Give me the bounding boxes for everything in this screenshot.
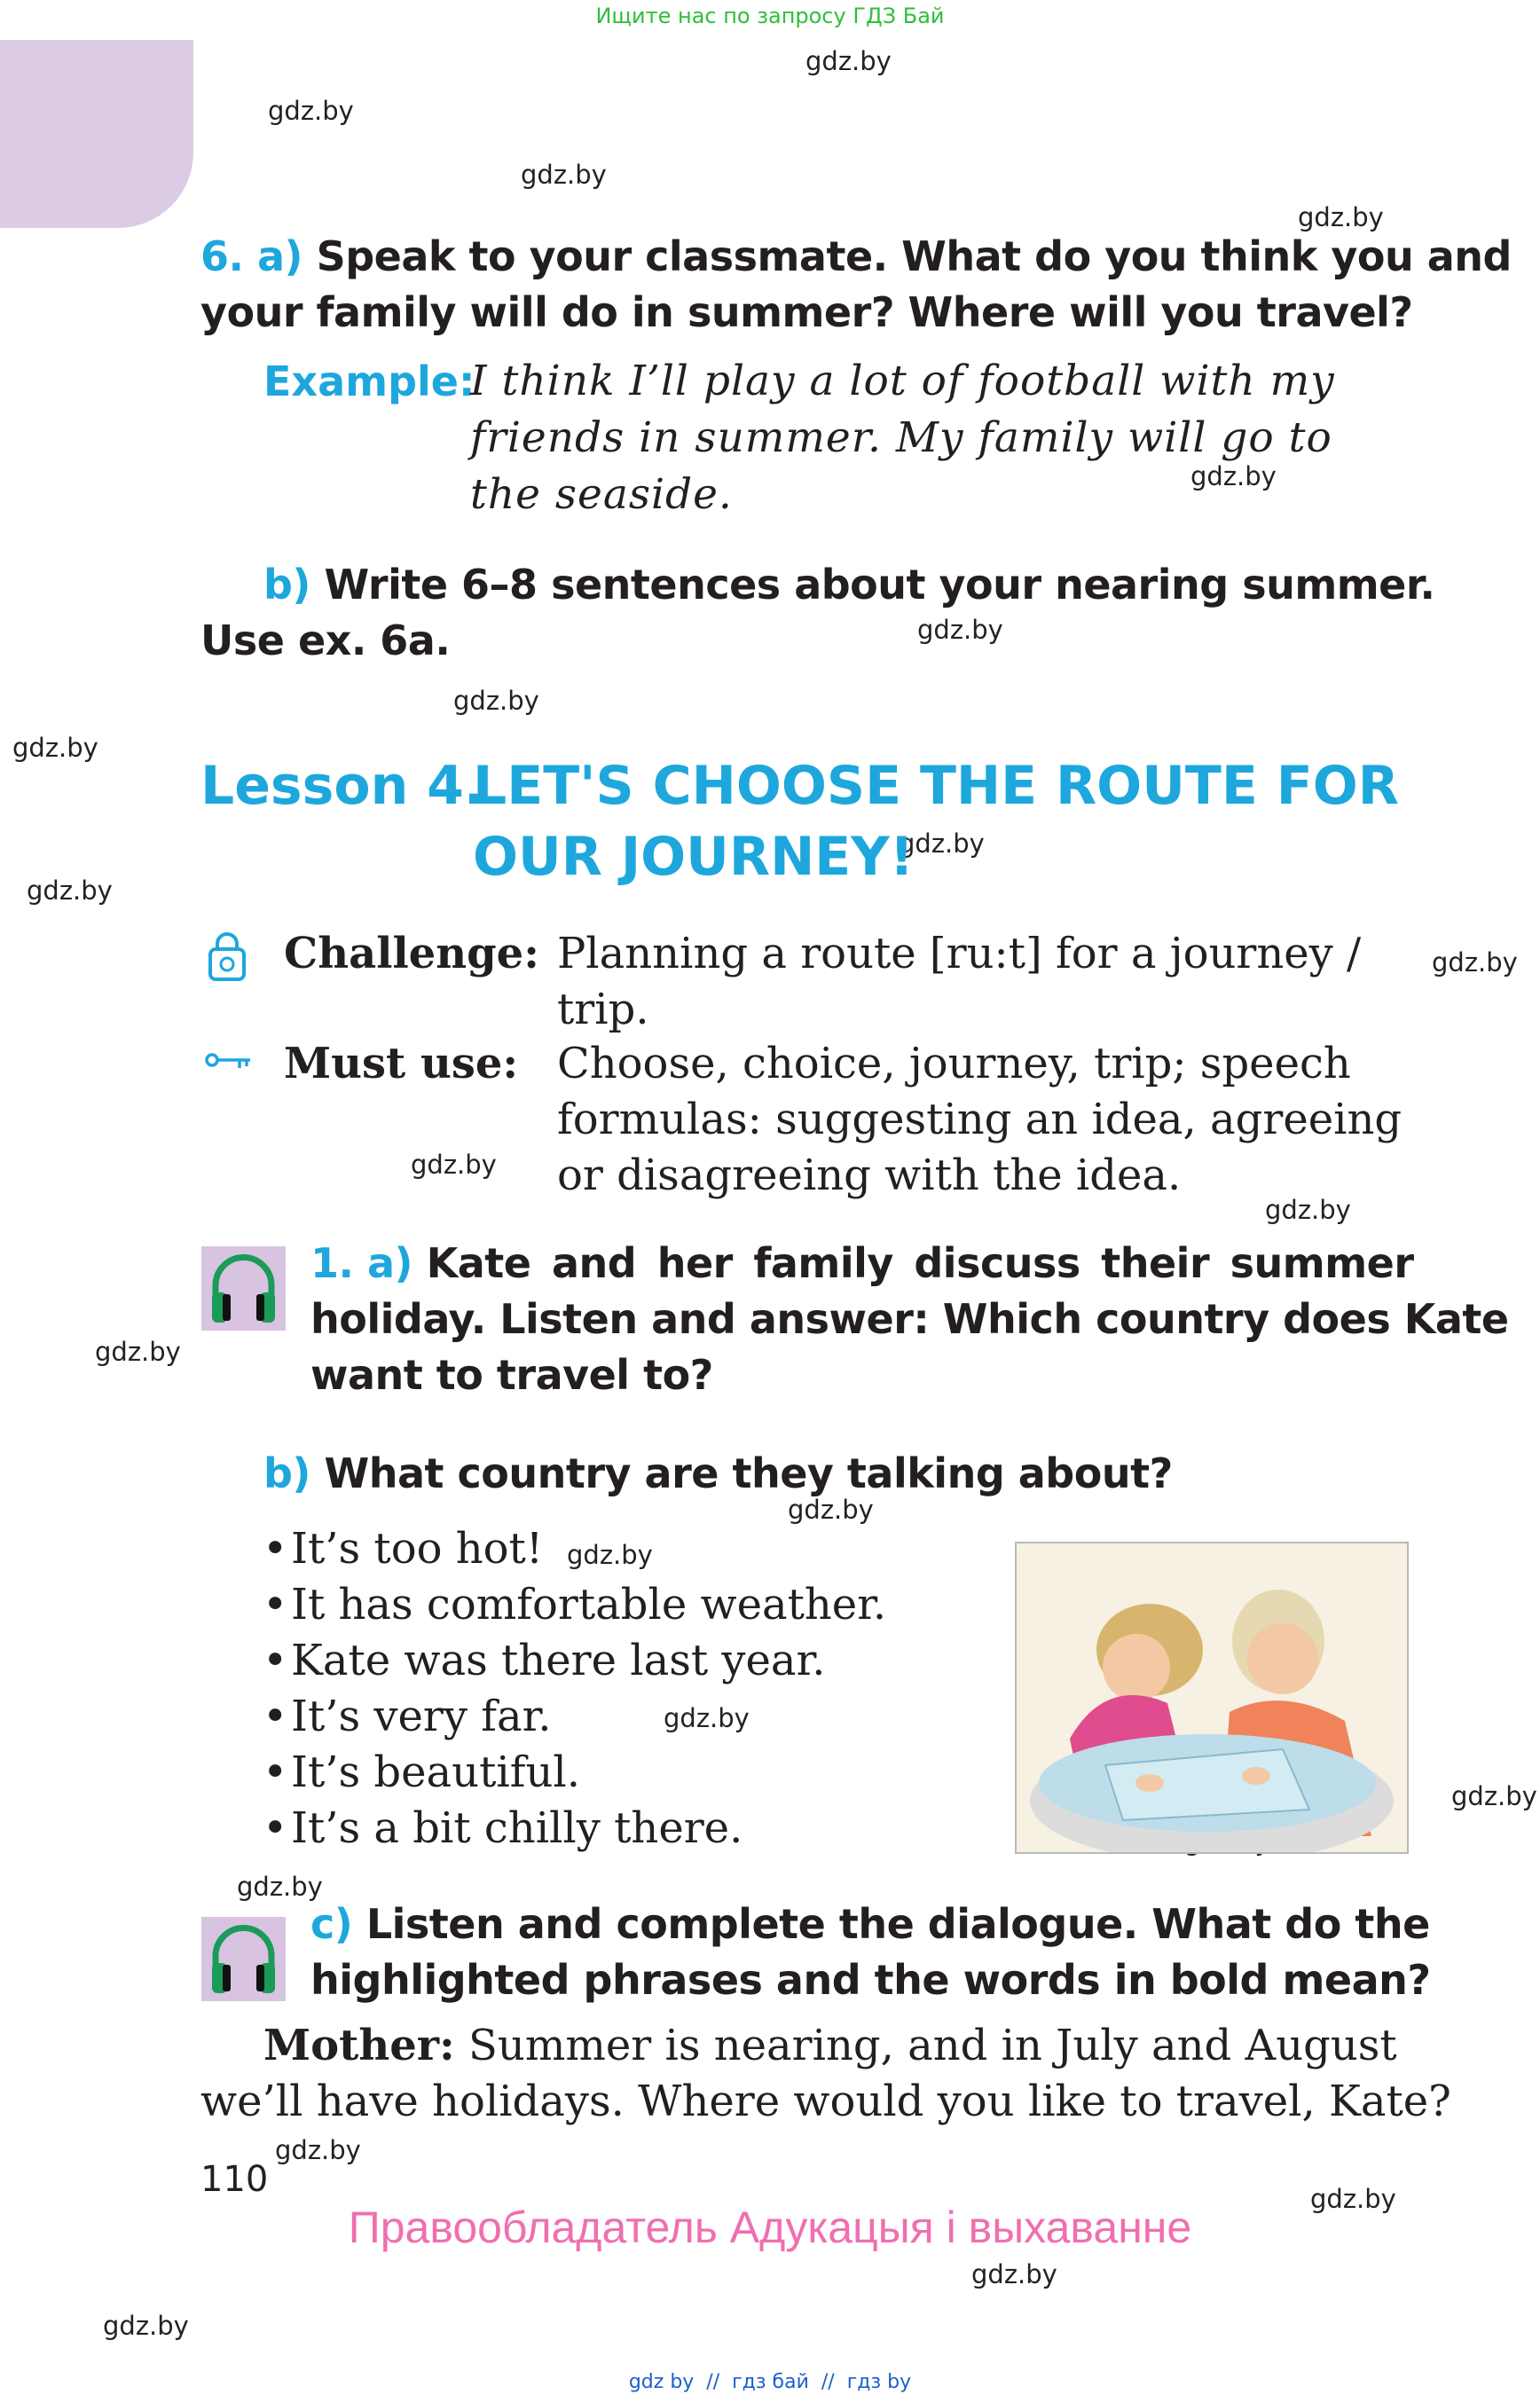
challenge-line: trip. bbox=[557, 985, 649, 1034]
dialogue bbox=[200, 2018, 1451, 2130]
exercise-number: 1. bbox=[310, 1239, 354, 1287]
list-item: • It has comfortable weather. bbox=[263, 1577, 886, 1633]
list-item: • It’s a bit chilly there. bbox=[263, 1801, 886, 1857]
watermark: gdz.by bbox=[805, 46, 892, 76]
exercise-part-label: a) bbox=[257, 232, 303, 280]
exercise-part-label: b) bbox=[263, 561, 310, 609]
watermark: gdz.by bbox=[1432, 947, 1518, 978]
exercise-text: Speak to your classmate. What do you think you and bbox=[316, 232, 1512, 280]
exercise-text: Write 6–8 sentences about your nearing summer. bbox=[324, 561, 1435, 609]
challenge-line: Planning a route [ru:t] for a journey / bbox=[557, 929, 1362, 978]
list-item: • It’s very far. bbox=[263, 1689, 886, 1745]
must-use-text bbox=[557, 1036, 1402, 1204]
watermark: gdz.by bbox=[1310, 2184, 1396, 2214]
lock-icon bbox=[206, 930, 248, 981]
exercise-part-label: c) bbox=[310, 1900, 353, 1948]
list-item: • Kate was there last year. bbox=[263, 1633, 886, 1689]
exercise-1a bbox=[310, 1236, 1509, 1403]
dialogue-speaker: Mother: bbox=[263, 2021, 455, 2070]
exercise-number: 6. bbox=[200, 232, 244, 280]
lesson-title-line: LET'S CHOOSE THE ROUTE FOR bbox=[473, 755, 1399, 817]
corner-decoration bbox=[0, 40, 193, 228]
exercise-text: Kate and her family discuss their summer bbox=[426, 1239, 1414, 1287]
lesson-label: Lesson 4. bbox=[200, 755, 484, 817]
watermark: gdz.by bbox=[103, 2311, 189, 2341]
watermark: gdz.by bbox=[453, 686, 539, 716]
list-item: • It’s beautiful. bbox=[263, 1745, 886, 1801]
watermark: gdz.by bbox=[1190, 461, 1277, 491]
watermark: gdz.by bbox=[899, 828, 985, 859]
exercise-part-label: b) bbox=[263, 1449, 310, 1497]
watermark: gdz.by bbox=[411, 1150, 497, 1180]
watermark: gdz.by bbox=[237, 1872, 323, 1902]
must-use-line: or disagreeing with the idea. bbox=[557, 1150, 1182, 1200]
example-label: Example: bbox=[263, 357, 475, 405]
exercise-1c bbox=[310, 1896, 1431, 2008]
exercise-text: Use ex. 6a. bbox=[200, 616, 451, 664]
must-use-line: Choose, choice, journey, trip; speech bbox=[557, 1039, 1351, 1088]
watermark: gdz.by bbox=[788, 1495, 874, 1525]
challenge-label: Challenge: bbox=[284, 929, 539, 978]
exercise-text: Listen and complete the dialogue. What do the bbox=[365, 1900, 1430, 1948]
watermark: gdz.by bbox=[521, 160, 607, 190]
key-icon bbox=[204, 1048, 254, 1073]
exercise-text: holiday. Listen and answer: Which country does Kate bbox=[310, 1295, 1509, 1343]
exercise-text: What country are they talking about? bbox=[324, 1449, 1173, 1497]
top-banner[interactable]: Ищите нас по запросу ГДЗ Бай bbox=[595, 4, 945, 28]
watermark: gdz.by bbox=[275, 2135, 361, 2165]
watermark: gdz.by bbox=[95, 1337, 181, 1367]
watermark: gdz.by bbox=[664, 1703, 750, 1733]
watermark: gdz.by bbox=[917, 615, 1003, 645]
must-use-label: Must use: bbox=[284, 1039, 519, 1088]
watermark: gdz.by bbox=[27, 876, 113, 906]
exercise-text: want to travel to? bbox=[310, 1351, 713, 1399]
exercise-text: highlighted phrases and the words in bold mean? bbox=[310, 1956, 1431, 2004]
watermark: gdz.by bbox=[1451, 1781, 1537, 1811]
lesson-title-line: OUR JOURNEY! bbox=[473, 826, 915, 888]
exercise-part-label: a) bbox=[367, 1239, 413, 1287]
watermark: gdz.by bbox=[268, 96, 354, 126]
watermark: gdz.by bbox=[1265, 1195, 1351, 1225]
example-line: the seaside. bbox=[470, 470, 733, 519]
exercise-1b bbox=[263, 1446, 1173, 1502]
headphones-icon bbox=[201, 1246, 286, 1331]
example-text bbox=[470, 353, 1335, 523]
copyright-notice: Правообладатель Адукацыя і выхаванне bbox=[348, 2203, 1192, 2252]
example-line: friends in summer. My family will go to bbox=[470, 413, 1332, 462]
lesson-title bbox=[473, 750, 1399, 892]
dialogue-line: Summer is nearing, and in July and August bbox=[468, 2021, 1397, 2070]
watermark: gdz.by bbox=[1298, 202, 1384, 232]
dialogue-line: we’ll have holidays. Where would you like to travel, Kate? bbox=[200, 2077, 1451, 2126]
statements-list bbox=[263, 1521, 886, 1857]
challenge-text bbox=[557, 926, 1361, 1038]
watermark: gdz.by bbox=[567, 1540, 653, 1570]
page-number: 110 bbox=[200, 2159, 269, 2200]
exercise-6b bbox=[200, 557, 1434, 669]
watermark: gdz.by bbox=[971, 2259, 1057, 2289]
list-item: • It’s too hot! bbox=[263, 1521, 886, 1577]
exercise-text: your family will do in summer? Where will you travel? bbox=[200, 288, 1413, 336]
example-line: I think I’ll play a lot of football with my bbox=[470, 357, 1335, 405]
illustration-family-map bbox=[1015, 1542, 1409, 1854]
must-use-line: formulas: suggesting an idea, agreeing bbox=[557, 1095, 1402, 1144]
headphones-icon bbox=[201, 1917, 286, 2001]
exercise-6a bbox=[200, 229, 1512, 341]
watermark: gdz.by bbox=[12, 733, 98, 763]
footer-links[interactable]: gdz by // гдз бай // гдз by bbox=[628, 2371, 912, 2393]
